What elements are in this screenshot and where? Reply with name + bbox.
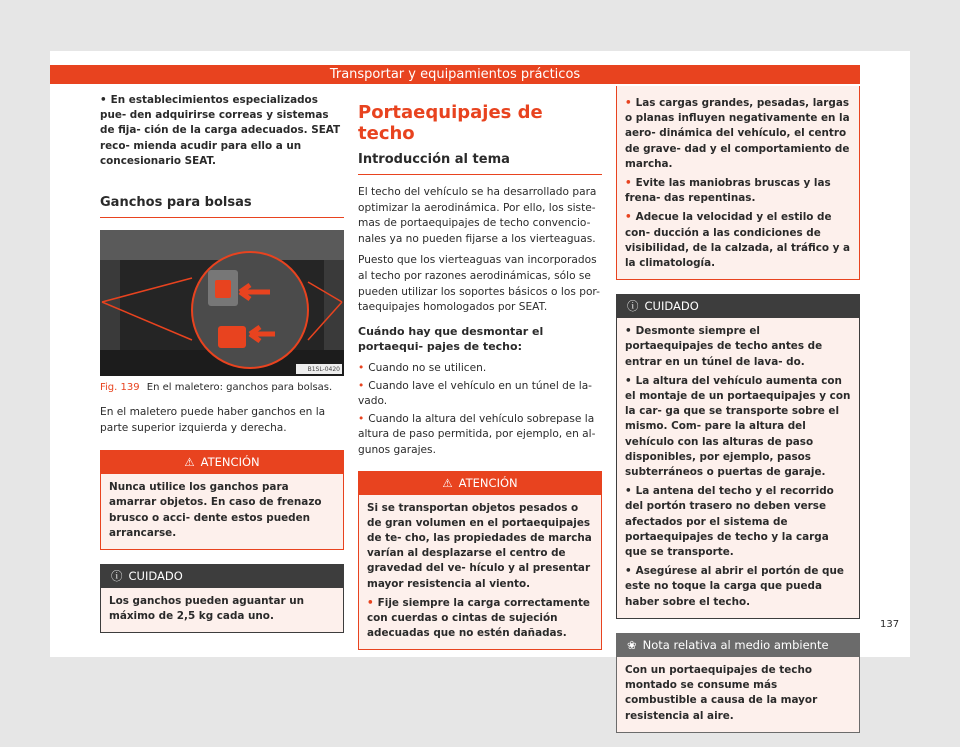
warning-box-roof <box>358 471 602 651</box>
caution-bullet <box>625 564 851 610</box>
environment-body <box>617 657 859 732</box>
caution-header <box>101 565 343 588</box>
column-3 <box>616 86 860 747</box>
chapter-header: Transportar y equipamientos prácticos <box>50 65 860 84</box>
bullet-item <box>358 379 602 410</box>
bullet-item <box>358 412 602 459</box>
warning-title: ATENCIÓN <box>200 455 260 470</box>
page-number: 137 <box>880 619 900 630</box>
caution-box-roof <box>616 294 860 619</box>
intro-bullet <box>100 93 344 169</box>
warning-title: ATENCIÓN <box>458 475 518 490</box>
caution-box-hooks <box>100 564 344 633</box>
environment-text: Con un portaequipajes de techo montado se consume más combustible a causa de la mayor resistencia al aire. <box>625 663 818 722</box>
caution-bullet <box>625 374 851 480</box>
caution-bullet-text: La antena del techo y el recorrido del portón trasero no deben verse afectados por el sistema de portaequipajes de techo y la carga que se transporte. <box>625 485 834 559</box>
trunk-illustration <box>100 230 344 376</box>
warning-continuation-body <box>617 86 859 279</box>
caution-title: CUIDADO <box>644 299 699 314</box>
warning-body <box>101 474 343 549</box>
column-1 <box>100 93 344 647</box>
warning-bullet-text: Evite las maniobras bruscas y las frena- das repentinas. <box>625 177 831 205</box>
environment-note-box <box>616 633 860 733</box>
warning-continuation-box <box>616 86 860 280</box>
caution-text: Los ganchos pueden aguantar un máximo de 2,5 kg cada uno. <box>109 595 305 623</box>
warning-bullet <box>625 96 851 172</box>
warning-bullet-text: Fije siempre la carga correctamente con cuerdas o cintas de sujeción adecuadas que no estén dañadas. <box>367 596 590 640</box>
caution-bullet <box>625 484 851 560</box>
warning-bullet <box>625 210 851 271</box>
section-title-ganchos: Ganchos para bolsas <box>100 195 344 218</box>
bullet-text: Cuando la altura del vehículo sobrepase la altura de paso permitida, por ejemplo, en al- gunos garajes. <box>358 412 596 456</box>
bullet-text: Cuando lave el vehículo en un túnel de la- vado. <box>358 379 593 408</box>
caution-body <box>101 588 343 632</box>
intro-text: En establecimientos especializados pue- den adquirirse correas y sistemas de fija- ción de la carga adecuados. SEAT reco- mienda acudir para ello a un concesionario SEAT. <box>100 94 341 167</box>
warning-bullet-text: Las cargas grandes, pesadas, largas o planas influyen negativamente en la aero- dinámica del vehículo, el centro de grave- dad y el comportamiento de marcha. <box>625 97 850 170</box>
subtitle: Introducción al tema <box>358 152 602 175</box>
warning-triangle-icon: ⚠ <box>442 475 453 490</box>
figure-code: B1SL-0420 <box>307 366 340 374</box>
caution-bullet-text: Desmonte siempre el portaequipajes de techo antes de entrar en un túnel de lava- do. <box>625 325 823 368</box>
figure-label: Fig. 139 <box>100 382 140 394</box>
caution-header <box>617 295 859 318</box>
column-2 <box>358 102 602 664</box>
bullet-item <box>358 361 602 377</box>
question: Cuándo hay que desmontar el portaequi- pajes de techo: <box>358 324 544 354</box>
ganchos-body: En el maletero puede haber ganchos en la parte superior izquierda y derecha. <box>100 406 326 434</box>
warning-bullet-text: Adecue la velocidad y el estilo de con- ducción a las condiciones de visibilidad, de la calzada, al tráfico y a la climatología. <box>625 211 851 270</box>
info-circle-icon: ⓘ <box>627 299 639 314</box>
warning-body <box>359 495 601 650</box>
figure-caption <box>100 382 344 393</box>
caution-title: CUIDADO <box>128 569 183 584</box>
leaf-icon: ❀ <box>627 637 637 652</box>
trunk-photo <box>100 230 344 376</box>
main-title: Portaequipajes de techo <box>358 102 543 144</box>
caution-bullet-text: Asegúrese al abrir el portón de que este no toque la carga que pueda haber sobre el techo. <box>625 565 844 608</box>
warning-bullet <box>367 596 593 642</box>
warning-text: Si se transportan objetos pesados o de gran volumen en el portaequipajes de te- cho, las propiedades de marcha varían al desplazarse el centro de gravedad del ve- hículo y al presentar mayor resistencia al viento. <box>367 501 592 590</box>
bullet-text: Cuando no se utilicen. <box>368 361 487 374</box>
caution-bullet <box>625 324 851 370</box>
para-1: El techo del vehículo se ha desarrollado para optimizar la aerodinámica. Por ello, los siste- mas de portaequipajes de techo convencio- nales ya no pueden fijarse a los vierteaguas. <box>358 186 597 245</box>
caution-bullet-text: La altura del vehículo aumenta con el montaje de un portaequipajes y con la car- ga que se transporte sobre el mismo. Com- pare la altura del vehículo con las alturas de paso disponibles, por ejemplo, pasos subterráneos o puertas de garaje. <box>625 374 851 479</box>
warning-text: Nunca utilice los ganchos para amarrar objetos. En caso de frenazo brusco o acci- dente estos pueden arrancarse. <box>109 481 322 539</box>
environment-header <box>617 634 859 657</box>
warning-bullet <box>625 176 851 206</box>
figure-caption-text: En el maletero: ganchos para bolsas. <box>146 382 333 394</box>
warning-header <box>359 472 601 495</box>
warning-header <box>101 451 343 474</box>
para-2: Puesto que los vierteaguas van incorporados al techo por razones aerodinámicas, sólo se pueden utilizar los soportes básicos o los por- taequipajes homologados por SEAT. <box>358 254 600 314</box>
warning-triangle-icon: ⚠ <box>184 455 195 470</box>
caution-body <box>617 318 859 618</box>
warning-box-hooks <box>100 450 344 550</box>
environment-title: Nota relativa al medio ambiente <box>642 637 829 652</box>
info-circle-icon: ⓘ <box>111 569 123 584</box>
